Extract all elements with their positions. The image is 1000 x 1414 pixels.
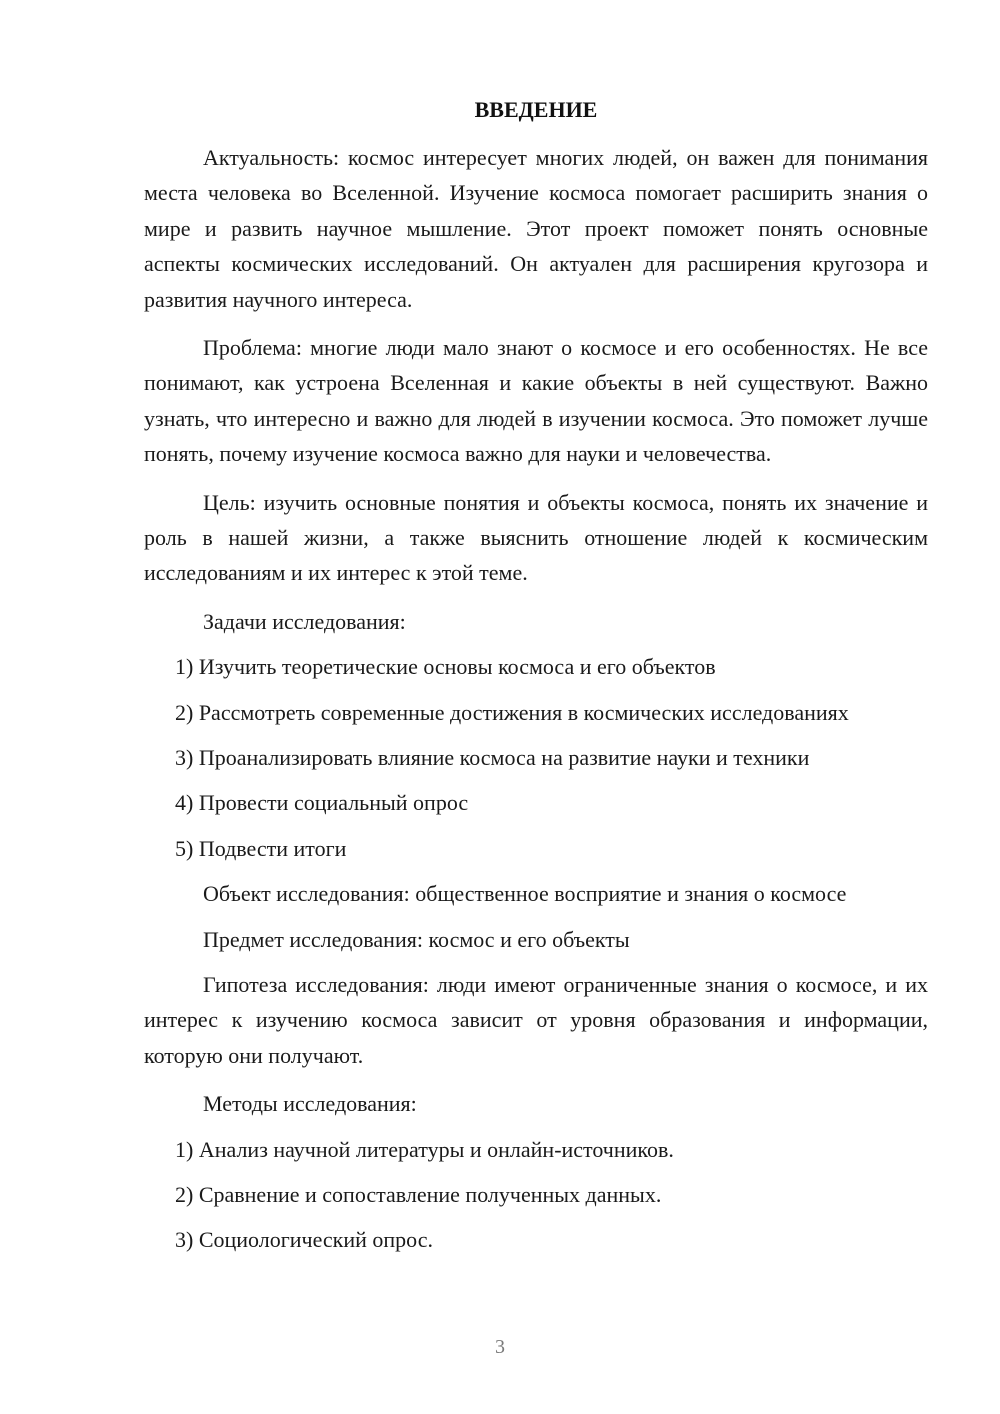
relevance-paragraph: Актуальность: космос интересует многих людей, он важен для понимания места человека во Вселенной. Изучение космоса помогает расширить знания о мире и развить научное мышление. Этот проект поможет понять основные аспекты космических исследований. Он актуален для расширения кругозора и развития научного интереса. xyxy=(144,145,928,312)
task-item: 4) Провести социальный опрос xyxy=(175,790,469,816)
method-item: 3) Социологический опрос. xyxy=(175,1227,433,1253)
research-object: Объект исследования: общественное восприятие и знания о космосе xyxy=(203,881,847,907)
page-title: ВВЕДЕНИЕ xyxy=(474,97,598,122)
task-item: 1) Изучить теоретические основы космоса и его объектов xyxy=(175,654,716,680)
research-subject: Предмет исследования: космос и его объекты xyxy=(203,926,630,952)
problem-paragraph: Проблема: многие люди мало знают о космосе и его особенностях. Не все понимают, как устроена Вселенная и какие объекты в ней существуют. Важно узнать, что интересно и важно для людей в изучении космоса. Это поможет лучше понять, почему изучение космоса важно для науки и человечества. xyxy=(144,335,928,467)
goal-paragraph: Цель: изучить основные понятия и объекты космоса, понять их значение и роль в нашей жизни, а также выяснить отношение людей к космическим исследованиям и их интерес к этой теме. xyxy=(144,489,928,586)
document-body xyxy=(144,92,928,1268)
task-item: 2) Рассмотреть современные достижения в космических исследованиях xyxy=(175,699,849,725)
page-number: 3 xyxy=(495,1336,505,1358)
methods-heading: Методы исследования: xyxy=(203,1091,417,1117)
task-item: 3) Проанализировать влияние космоса на развитие науки и техники xyxy=(175,745,810,771)
task-item: 5) Подвести итоги xyxy=(175,835,347,861)
method-item: 2) Сравнение и сопоставление полученных данных. xyxy=(175,1182,662,1207)
tasks-heading: Задачи исследования: xyxy=(203,608,406,634)
hypothesis-paragraph: Гипотеза исследования: люди имеют ограниченные знания о космосе, и их интерес к изучению космоса зависит от уровня образования и информации, которую они получают. xyxy=(144,972,928,1068)
method-item: 1) Анализ научной литературы и онлайн-источников. xyxy=(175,1136,674,1162)
